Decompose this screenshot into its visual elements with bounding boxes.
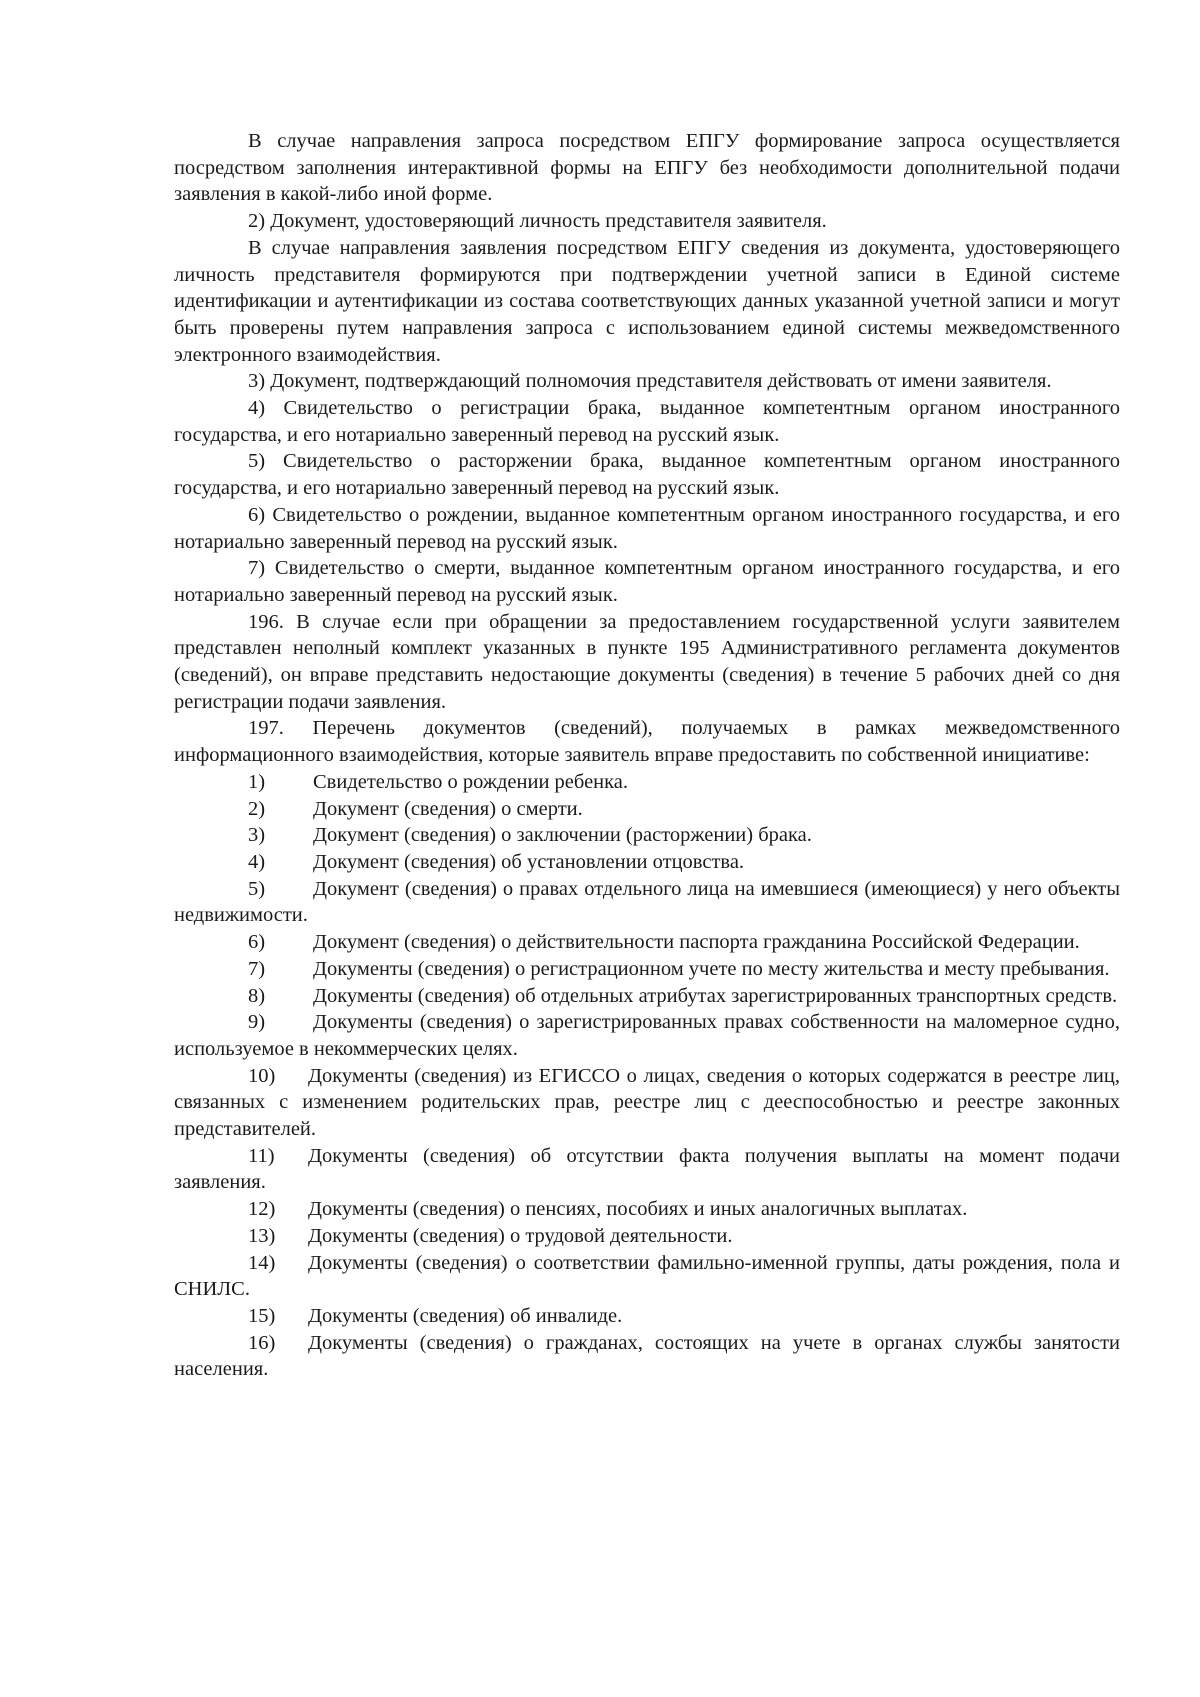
paragraph-item-6: 6) Свидетельство о рождении, выданное компетентным органом иностранного государства, и его нотариально заверенный перевод на русский язык. [174,503,1120,553]
list-item-number: 10) [248,1064,276,1087]
list-item [174,876,1120,929]
list-item [174,1303,1120,1330]
list-item-text: Документы (сведения) из ЕГИССО о лицах, сведения о которых содержатся в реестре лиц, связанных с изменением родительских прав, реестре лиц с дееспособностью и реестре законных представителей. [174,1064,1120,1141]
list-item [174,822,1120,849]
list-item-text: Документы (сведения) о трудовой деятельности. [308,1224,733,1247]
list-item-number: 5) [248,877,266,900]
list-item [174,1009,1120,1062]
list-item-number: 6) [248,931,266,954]
list-item-text: Документы (сведения) о гражданах, состоящих на учете в органах службы занятости населения. [174,1331,1120,1381]
list-item [174,1330,1120,1383]
list-item [174,956,1120,983]
list-item-number: 14) [248,1251,276,1274]
list-item [174,849,1120,876]
list-item [174,1143,1120,1196]
list-item [174,1196,1120,1223]
list-item-number: 3) [248,824,266,847]
paragraph-196: 196. В случае если при обращении за предоставлением государственной услуги заявителем представлен неполный комплект указанных в пункте 195 Административного регламента документов (сведений), он вправе представить недостающие документы (сведения) в течение 5 рабочих дней со дня регистрации подачи заявления. [174,610,1120,713]
list-item-text: Документ (сведения) о правах отдельного лица на имевшиеся (имеющиеся) у него объекты недвижимости. [174,877,1120,927]
document-page [174,128,1120,1383]
paragraph-item-5: 5) Свидетельство о расторжении брака, выданное компетентным органом иностранного государства, и его нотариально заверенный перевод на русский язык. [174,450,1120,500]
list-item-number: 15) [248,1304,276,1327]
list-item-text: Документы (сведения) о зарегистрированных правах собственности на маломерное судно, используемое в некоммерческих целях. [174,1011,1120,1060]
list-item [174,983,1120,1010]
documents-list [174,769,1120,1383]
list-item [174,796,1120,823]
list-item [174,1250,1120,1303]
list-item-text: Свидетельство о рождении ребенка. [313,770,629,793]
list-item-text: Документ (сведения) о действительности паспорта гражданина Российской Федерации. [313,931,1080,954]
list-item-text: Документы (сведения) об отсутствии факта получения выплаты на момент подачи заявления. [174,1144,1120,1194]
list-item-text: Документ (сведения) о заключении (расторжении) брака. [313,824,812,847]
paragraph-197: 197. Перечень документов (сведений), получаемых в рамках межведомственного информационного взаимодействия, которые заявитель вправе предоставить по собственной инициативе: [174,717,1120,767]
list-item-number: 7) [248,957,266,980]
list-item-number: 2) [248,797,266,820]
list-item-number: 1) [248,770,266,793]
list-item-text: Документ (сведения) о смерти. [313,797,583,820]
list-item-text: Документы (сведения) о регистрационном учете по месту жительства и месту пребывания. [313,957,1110,980]
list-item-number: 4) [248,850,266,873]
list-item [174,929,1120,956]
list-item-text: Документы (сведения) о пенсиях, пособиях и иных аналогичных выплатах. [308,1198,968,1221]
paragraph-item-3: 3) Документ, подтверждающий полномочия представителя действовать от имени заявителя. [248,370,1052,393]
list-item [174,769,1120,796]
list-item-text: Документы (сведения) об инвалиде. [308,1304,623,1327]
list-item-text: Документы (сведения) о соответствии фамильно-именной группы, даты рождения, пола и СНИЛС. [174,1251,1120,1301]
list-item-text: Документ (сведения) об установлении отцовства. [313,850,745,873]
list-item [174,1223,1120,1250]
list-item-text: Документы (сведения) об отдельных атрибутах зарегистрированных транспортных средств. [313,984,1118,1007]
list-item-number: 11) [248,1144,275,1167]
paragraph-item-4: 4) Свидетельство о регистрации брака, выданное компетентным органом иностранного государства, и его нотариально заверенный перевод на русский язык. [174,397,1120,446]
list-item-number: 9) [248,1011,266,1034]
paragraph-item-7: 7) Свидетельство о смерти, выданное компетентным органом иностранного государства, и его нотариально заверенный перевод на русский язык. [174,557,1120,606]
list-item-number: 16) [248,1331,276,1354]
list-item-number: 8) [248,984,266,1007]
list-item [174,1063,1120,1143]
paragraph-epgu-request: В случае направления запроса посредством ЕПГУ формирование запроса осуществляется посредством заполнения интерактивной формы на ЕПГУ без необходимости дополнительной подачи заявления в какой-либо иной форме. [174,130,1120,206]
paragraph-epgu-identity: В случае направления заявления посредством ЕПГУ сведения из документа, удостоверяющего личность представителя формируются при подтверждении учетной записи в Единой системе идентификации и аутентификации из состава соответствующих данных указанной учетной записи и могут быть проверены путем направления запроса с использованием единой системы межведомственного электронного взаимодействия. [174,236,1120,366]
paragraph-item-2: 2) Документ, удостоверяющий личность представителя заявителя. [248,210,827,233]
list-item-number: 12) [248,1198,276,1221]
list-item-number: 13) [248,1224,276,1247]
